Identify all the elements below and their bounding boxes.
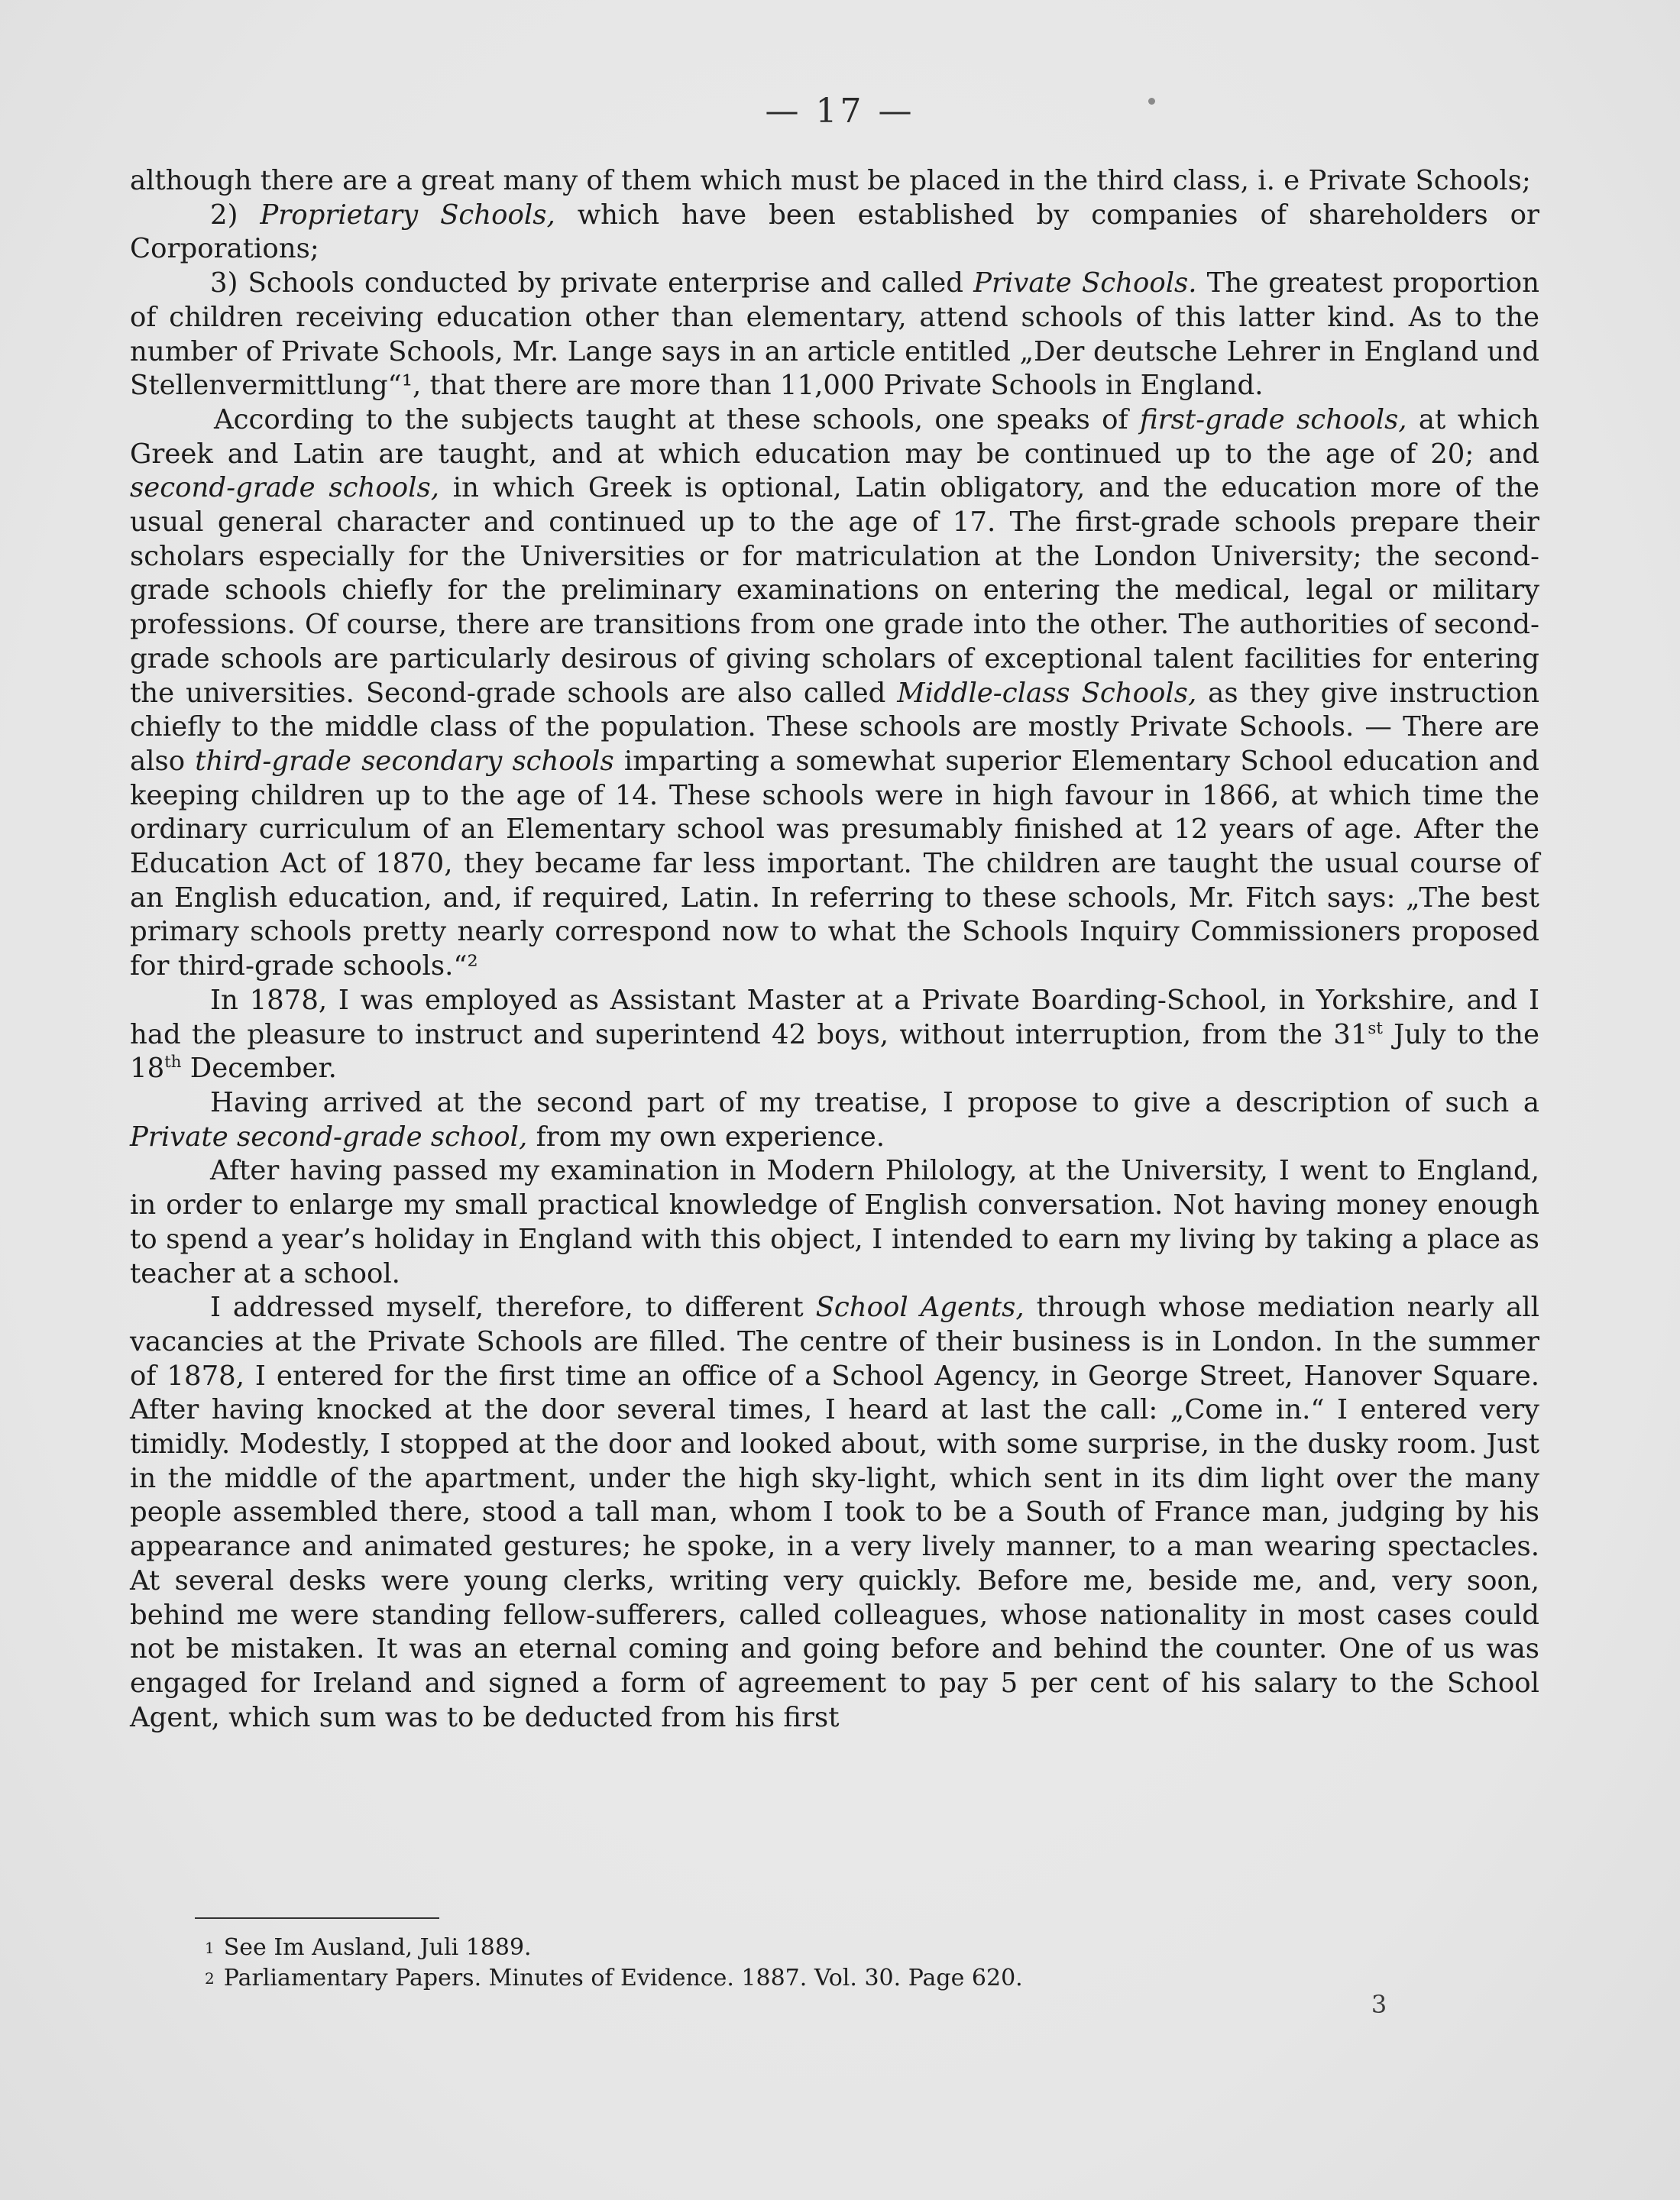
main-text [130,164,1539,1735]
paragraph-1-text: although there are a great many of them which must be placed in the third class, i. e Private Schools; [130,165,1531,196]
paragraph-6-italic: Private second-grade school, [130,1121,528,1153]
paragraph-4-italic-2: second-grade schools, [130,472,439,504]
paragraph-3-number: 3) [210,267,238,299]
paragraph-2-number: 2) [210,199,238,231]
paragraph-7 [130,1154,1539,1291]
paragraph-6-part-a: Having arrived at the second part of my treatise, I propose to give a description of such a [210,1086,1539,1118]
paragraph-4-part-e: imparting a somewhat superior Elementary School education and keeping children up to the age of 14. These schools were in high favour in 1866, at which time the ordinary curriculum of an Elementary school was presumably finished at 12 years of age. After the Education Act of 1870, they became far less important. The children are taught the usual course of an English education, and, if required, Latin. In referring to these schools, Mr. Fitch says: „The best primary schools pretty nearly correspond now to what the Schools Inquiry Commissioners proposed for third-grade schools.“² [130,745,1539,982]
paragraph-4-part-d: as they give instruction chiefly to the middle class of the population. These schools are mostly Private Schools. — There are also [130,677,1539,777]
footnote-rule [195,1917,439,1919]
paragraph-2 [130,199,1539,267]
paragraph-5 [130,984,1539,1086]
footnote-1-mark: 1 [205,1939,215,1957]
paragraph-4-italic-3: Middle-class Schools, [897,677,1197,709]
paragraph-6 [130,1086,1539,1154]
paragraph-2-rest: which have been established by companies of shareholders or Corporations; [130,199,1539,265]
paragraph-3-pre: Schools conducted by private enterprise and called [238,267,974,299]
paragraph-6-part-b: from my own experience. [527,1121,885,1153]
paragraph-8 [130,1291,1539,1735]
paragraph-1 [130,164,1539,199]
paragraph-5-part-c: December. [181,1053,337,1085]
paragraph-5-part-b: July to the 18 [130,1018,1539,1085]
paragraph-5-part-a: In 1878, I was employed as Assistant Master at a Private Boarding-School, in Yorkshire, and I had the pleasure to instruct and superintend 42 boys, without interruption, from the 31 [130,984,1539,1050]
paragraph-4-part-c: in which Greek is optional, Latin obligatory, and the education more of the usual general character and continued up to the age of 17. The first-grade schools prepare their scholars especially for the Universities or for matriculation at the London University; the second-grade schools chiefly for the preliminary examinations on entering the medical, legal or military professions. Of course, there are transitions from one grade into the other. The authorities of second-grade schools are particularly desirous of giving scholars of exceptional talent facilities for entering the universities. Second-grade schools are also called [130,472,1539,709]
footnote-2 [205,1963,1427,1994]
paragraph-5-sup-2: th [164,1053,182,1072]
footnote-2-text: Parliamentary Papers. Minutes of Evidence. 1887. Vol. 30. Page 620. [223,1965,1023,1991]
paragraph-3-italic: Private Schools. [973,267,1197,299]
footnote-1-text: See Im Ausland, Juli 1889. [223,1934,532,1961]
printer-signature-mark: 3 [1371,1990,1387,2019]
paragraph-4-italic-4: third-grade secondary schools [195,745,614,777]
paragraph-4-italic-1: first-grade schools, [1139,403,1407,435]
footnote-2-mark: 2 [205,1969,215,1988]
paragraph-2-italic: Proprietary Schools, [260,199,555,231]
paragraph-7-text: After having passed my examination in Modern Philology, at the University, I went to England, in order to enlarge my small practical knowledge of English conversation. Not having money enough to spend a year’s holiday in England with this object, I intended to earn my living by taking a place as teacher at a school. [130,1155,1539,1289]
paragraph-8-part-a: I addressed myself, therefore, to different [210,1292,816,1324]
paragraph-3 [130,267,1539,403]
page-number-header: — 17 — [765,92,915,131]
footnote-1 [205,1933,1427,1963]
footnotes [205,1933,1427,1994]
paragraph-8-part-b: through whose mediation nearly all vacancies at the Private Schools are filled. The centre of their business is in London. In the summer of 1878, I entered for the first time an office of a School Agency, in George Street, Hanover Square. After having knocked at the door several times, I heard at last the call: „Come in.“ I entered very timidly. Modestly, I stopped at the door and looked about, with some surprise, in the dusky room. Just in the middle of the apartment, under the high sky-light, which sent in its dim light over the many people assembled there, stood a tall man, whom I took to be a South of France man, judging by his appearance and animated gestures; he spoke, in a very lively manner, to a man wearing spectacles. At several desks were young clerks, writing very quickly. Before me, beside me, and, very soon, behind me were standing fellow-sufferers, called colleagues, whose nationality in most cases could not be mistaken. It was an eternal coming and going before and behind the counter. One of us was engaged for Ireland and signed a form of agreement to pay 5 per cent of his salary to the School Agent, which sum was to be deducted from his first [130,1292,1539,1733]
paragraph-4 [130,403,1539,984]
paragraph-4-part-a: According to the subjects taught at these schools, one speaks of [214,403,1140,435]
paragraph-8-italic: School Agents, [815,1292,1025,1324]
paragraph-3-rest: The greatest proportion of children receiving education other than elementary, attend schools of this latter kind. As to the number of Private Schools, Mr. Lange says in an article entitled „Der deutsche Lehrer in England und Stellenvermittlung“¹, that there are more than 11,000 Private Schools in England. [130,267,1539,402]
paragraph-4-part-b: at which Greek and Latin are taught, and at which education may be continued up to the age of 20; and [130,403,1539,470]
paragraph-5-sup-1: st [1368,1018,1383,1038]
